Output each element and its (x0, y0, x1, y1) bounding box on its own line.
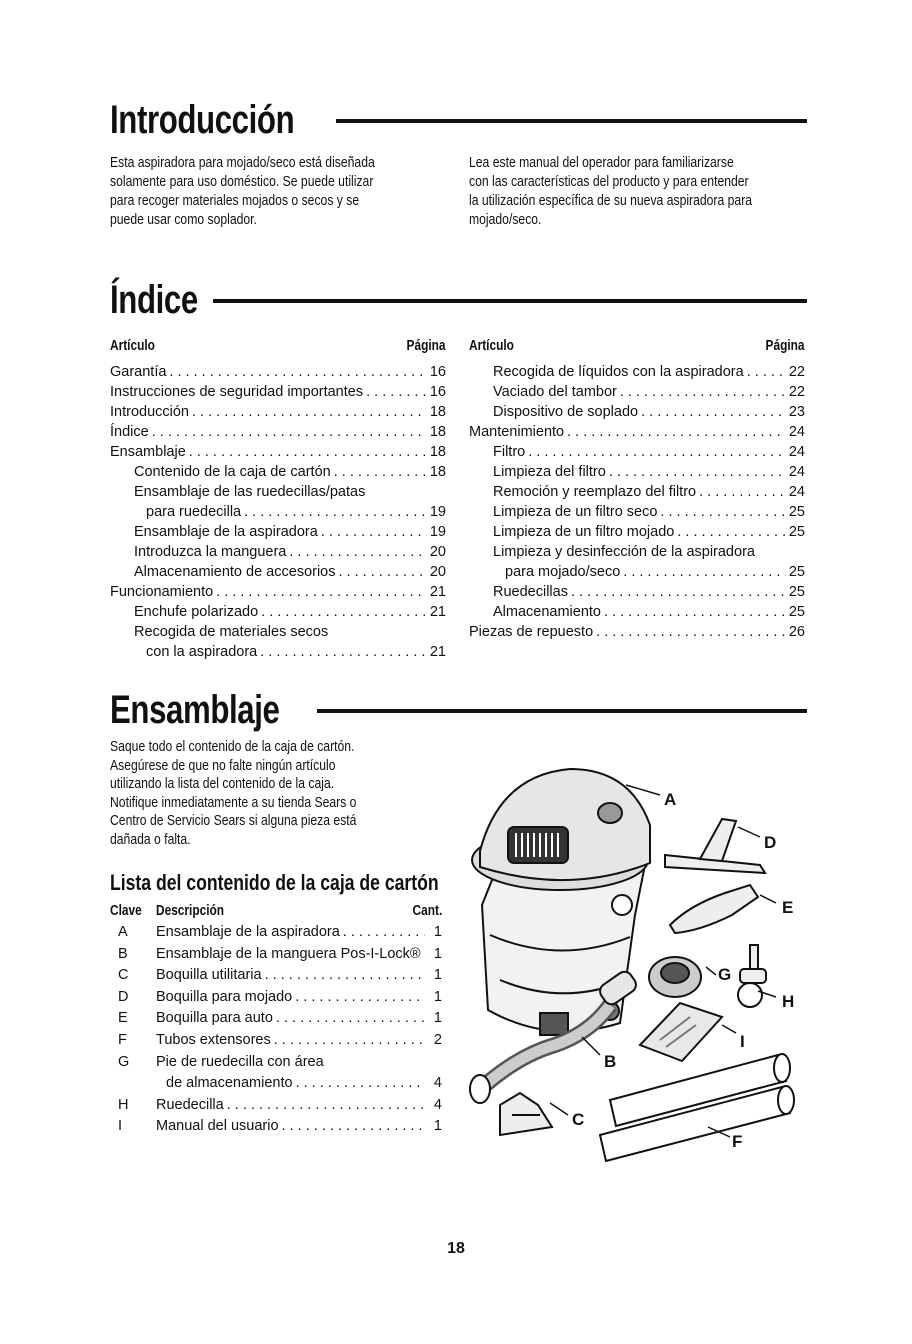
heading-rule (213, 299, 807, 303)
toc-entry-page: 24 (788, 464, 805, 480)
toc-col-page: Página (766, 338, 805, 354)
part-key: B (118, 945, 128, 962)
toc-entry-page: 19 (429, 524, 446, 540)
toc-entry-page: 22 (788, 364, 805, 380)
dot-leader (265, 965, 425, 987)
toc-entry (110, 402, 446, 422)
part-description-cell (156, 1116, 428, 1138)
toc-entry-page: 23 (788, 404, 805, 420)
part-quantity: 4 (433, 1075, 442, 1092)
part-quantity (428, 1052, 442, 1074)
toc-entry (469, 482, 805, 502)
toc-entry-page: 16 (429, 364, 446, 380)
part-description: Boquilla utilitaria (156, 967, 262, 984)
part-description-cell (156, 922, 428, 944)
dot-leader (660, 502, 785, 522)
toc-entry-label: Garantía (110, 364, 167, 380)
heading-rule (317, 709, 807, 713)
toc-entry (469, 562, 805, 582)
part-description-cell (156, 987, 428, 1009)
dot-leader (609, 462, 786, 482)
text-line: Esta aspiradora para mojado/seco está diseñada (110, 155, 375, 171)
toc-entry (469, 542, 805, 562)
callout-label-f: F (732, 1132, 743, 1151)
toc-entry (469, 522, 805, 542)
toc-entry-label: Ensamblaje (110, 444, 186, 460)
intro-title: Introducción (110, 98, 295, 142)
toc-entry-label: Remoción y reemplazo del filtro (493, 484, 697, 500)
toc-entry (110, 442, 446, 462)
toc-left-list (110, 362, 446, 662)
toc-entry-label: Índice (110, 424, 149, 440)
toc-entry-label: Limpieza de un filtro seco (493, 504, 658, 520)
text-line: dañada o falta. (110, 831, 191, 848)
part-quantity: 4 (433, 1096, 442, 1113)
toc-entry-page: 18 (429, 404, 446, 420)
toc-entry-page: 25 (788, 504, 805, 520)
toc-entry (110, 502, 446, 522)
toc-right-list (469, 362, 805, 642)
dot-leader (571, 582, 786, 602)
part-row (110, 1008, 442, 1030)
text-line: la utilización específica de su nueva aspiradora para (469, 193, 753, 209)
toc-entry (469, 382, 805, 402)
part-quantity: 1 (433, 988, 442, 1005)
toc-entry-label: para mojado/seco (505, 564, 621, 580)
text-line: utilizando la lista del contenido de la caja. (110, 776, 335, 792)
toc-entry (469, 362, 805, 382)
toc-entry-page: 22 (788, 384, 805, 400)
dot-leader (334, 462, 427, 482)
intro-left-paragraph (110, 154, 450, 230)
dot-leader (641, 402, 786, 422)
part-description-cell (156, 1073, 428, 1095)
dot-leader (296, 1073, 425, 1095)
part-row (110, 987, 442, 1009)
assembly-heading (110, 688, 807, 733)
toc-entry (110, 642, 446, 662)
toc-entry (110, 522, 446, 542)
toc-entry-page: 24 (788, 484, 805, 500)
toc-entry-label: Ruedecillas (493, 584, 568, 600)
dot-leader (327, 1052, 425, 1074)
dot-leader (620, 382, 786, 402)
dot-leader (321, 522, 427, 542)
utility-nozzle-drawing (500, 1093, 552, 1135)
part-key: C (118, 967, 129, 984)
user-manual-drawing (640, 1003, 722, 1061)
toc-entry (110, 542, 446, 562)
toc-entry-label: Dispositivo de soplado (493, 404, 639, 420)
toc-entry-label: Introduzca la manguera (134, 544, 287, 560)
dot-leader (261, 602, 427, 622)
dot-leader (274, 1030, 425, 1052)
toc-entry (469, 442, 805, 462)
toc-entry (110, 582, 446, 602)
part-quantity: 1 (433, 945, 442, 962)
toc-right-column (469, 334, 805, 642)
toc-entry-label: Limpieza y desinfección de la aspiradora (493, 544, 755, 560)
dot-leader (227, 1095, 425, 1117)
toc-entry (110, 482, 446, 502)
extension-tubes-drawing (600, 1054, 794, 1161)
toc-entry-page: 20 (429, 564, 446, 580)
caster-drawing (738, 945, 766, 1007)
callout-label-c: C (572, 1110, 585, 1129)
intro-heading (110, 98, 807, 143)
part-row (110, 1095, 442, 1117)
toc-entry-page: 25 (788, 564, 805, 580)
callout-label-e: E (782, 898, 794, 917)
text-line: Centro de Servicio Sears si alguna pieza está (110, 813, 357, 829)
text-line: solamente para uso doméstico. Se puede utilizar (110, 174, 374, 190)
toc-entry-label: Instrucciones de seguridad importantes (110, 384, 364, 400)
toc-col-article: Artículo (469, 338, 514, 354)
toc-entry-label: Recogida de materiales secos (134, 624, 329, 640)
toc-entry-page: 21 (429, 604, 446, 620)
callout-label-a: A (664, 790, 677, 809)
part-description: Pie de ruedecilla con área (156, 1053, 324, 1070)
part-quantity: 1 (433, 924, 442, 940)
part-row (110, 1030, 442, 1052)
part-quantity: 1 (433, 1118, 442, 1135)
text-line: puede usar como soplador. (110, 212, 257, 228)
dot-leader (366, 382, 427, 402)
toc-header (110, 334, 446, 358)
dot-leader (747, 362, 786, 382)
toc-entry-label: Ensamblaje de las ruedecillas/patas (134, 484, 366, 500)
callout-label-h: H (782, 992, 795, 1011)
contents-list (110, 900, 442, 1138)
dot-leader (339, 562, 427, 582)
part-row (110, 1052, 442, 1074)
dot-leader (604, 602, 786, 622)
dot-leader (152, 422, 427, 442)
toc-entry-page: 18 (429, 424, 446, 440)
part-row (110, 1073, 442, 1095)
toc-entry-label: Almacenamiento (493, 604, 601, 620)
part-key: H (118, 1096, 129, 1113)
toc-entry (469, 402, 805, 422)
toc-entry-label: Limpieza de un filtro mojado (493, 524, 675, 540)
dot-leader (699, 482, 786, 502)
dot-leader (289, 542, 427, 562)
part-description-cell (156, 1030, 428, 1052)
caster-foot-drawing (649, 957, 701, 997)
toc-entry-label: Introducción (110, 404, 189, 420)
dot-leader (282, 1116, 425, 1138)
col-quantity: Cant. (412, 903, 442, 919)
part-row (110, 944, 442, 966)
callout-label-b: B (604, 1052, 617, 1071)
toc-entry (469, 582, 805, 602)
toc-left-column (110, 334, 446, 662)
dot-leader (623, 562, 786, 582)
toc-entry-label: Piezas de repuesto (469, 624, 594, 640)
dot-leader (567, 422, 786, 442)
part-description: Manual del usuario (156, 1118, 279, 1135)
assembly-paragraph (110, 738, 450, 849)
part-description-cell (156, 1095, 428, 1117)
part-key: D (118, 988, 129, 1005)
part-description-cell (156, 1052, 428, 1074)
toc-entry-page: 26 (788, 624, 805, 640)
part-description: de almacenamiento (166, 1075, 293, 1092)
col-key: Clave (110, 903, 142, 919)
part-key: A (118, 924, 128, 940)
text-line: para recoger materiales mojados o secos y se (110, 193, 360, 209)
parts-illustration (460, 755, 805, 1165)
toc-entry-label: Enchufe polarizado (134, 604, 259, 620)
part-key (110, 1073, 156, 1095)
dot-leader (343, 922, 425, 944)
toc-entry-page: 21 (429, 644, 446, 660)
part-key: F (118, 1031, 127, 1048)
dot-leader (295, 987, 425, 1009)
callout-label-d: D (764, 833, 777, 852)
intro-right-paragraph (469, 154, 809, 230)
toc-entry-page: 25 (788, 604, 805, 620)
toc-entry-label: Limpieza del filtro (493, 464, 606, 480)
callout-label-i: I (740, 1032, 745, 1051)
dot-leader (169, 362, 426, 382)
assembly-title: Ensamblaje (110, 688, 280, 732)
toc-entry-page: 18 (429, 464, 446, 480)
toc-entry-page: 18 (429, 444, 446, 460)
toc-entry (469, 502, 805, 522)
toc-entry-label: Vaciado del tambor (493, 384, 617, 400)
toc-entry (110, 382, 446, 402)
toc-entry (469, 422, 805, 442)
part-quantity: 2 (433, 1031, 442, 1048)
toc-entry-label: con la aspiradora (146, 644, 258, 660)
toc-entry-page: 16 (429, 384, 446, 400)
dot-leader (189, 442, 427, 462)
toc-entry-label: Ensamblaje de la aspiradora (134, 524, 318, 540)
part-description: Tubos extensores (156, 1031, 271, 1048)
part-description: Ensamblaje de la aspiradora (156, 924, 340, 940)
dot-leader (260, 642, 427, 662)
dot-leader (216, 582, 427, 602)
toc-entry-label: para ruedecilla (146, 504, 242, 520)
contents-list-title: Lista del contenido de la caja de cartón (110, 870, 439, 895)
part-row (110, 922, 442, 944)
dot-leader (596, 622, 786, 642)
part-key: G (118, 1053, 130, 1070)
text-line: Lea este manual del operador para familiarizarse (469, 155, 734, 171)
part-description: Boquilla para mojado (156, 988, 293, 1005)
toc-header (469, 334, 805, 358)
toc-entry-page: 25 (788, 584, 805, 600)
toc-entry (469, 622, 805, 642)
index-title: Índice (110, 278, 198, 322)
text-line: Saque todo el contenido de la caja de cartón. (110, 739, 355, 755)
toc-entry-page: 19 (429, 504, 446, 520)
part-description-cell (156, 944, 428, 966)
toc-entry (469, 602, 805, 622)
dot-leader (192, 402, 427, 422)
toc-entry-page: 20 (429, 544, 446, 560)
heading-rule (336, 119, 807, 123)
toc-entry-label: Funcionamiento (110, 584, 214, 600)
callout-label-g: G (718, 965, 732, 984)
text-line: Notifique inmediatamente a su tienda Sears o (110, 794, 357, 811)
toc-entry-page: 24 (788, 424, 805, 440)
part-quantity: 1 (433, 967, 442, 984)
toc-entry (110, 422, 446, 442)
part-key: I (118, 1118, 123, 1135)
toc-entry-page: 24 (788, 444, 805, 460)
parts-rows (110, 922, 442, 1138)
car-nozzle-drawing (670, 885, 758, 933)
toc-entry (110, 362, 446, 382)
text-line: Asegúrese de que no falte ningún artículo (110, 757, 336, 774)
toc-col-page: Página (407, 338, 446, 354)
dot-leader (677, 522, 786, 542)
toc-entry-label: Almacenamiento de accesorios (134, 564, 336, 580)
text-line: mojado/seco. (469, 212, 542, 228)
index-heading (110, 278, 807, 323)
toc-entry-label: Mantenimiento (469, 424, 565, 440)
text-line: con las características del producto y para entender (469, 174, 749, 190)
part-description: Ensamblaje de la manguera Pos-I-Lock® (156, 945, 421, 962)
page-number: 18 (447, 1240, 465, 1257)
toc-entry-page: 21 (429, 584, 446, 600)
toc-entry-label: Contenido de la caja de cartón (134, 464, 331, 480)
part-quantity: 1 (433, 1010, 442, 1027)
contents-list-header (110, 900, 442, 922)
part-row (110, 965, 442, 987)
part-key: E (118, 1010, 128, 1027)
dot-leader (244, 502, 427, 522)
toc-entry (110, 602, 446, 622)
toc-entry (110, 462, 446, 482)
part-row (110, 1116, 442, 1138)
col-description: Descripción (156, 903, 225, 919)
toc-entry-page: 25 (788, 524, 805, 540)
toc-entry (110, 622, 446, 642)
wet-nozzle-drawing (665, 819, 765, 873)
toc-entry-label: Recogida de líquidos con la aspiradora (493, 364, 744, 380)
part-description: Boquilla para auto (156, 1010, 273, 1027)
toc-entry (110, 562, 446, 582)
part-description: Ruedecilla (156, 1096, 224, 1113)
dot-leader (276, 1008, 425, 1030)
part-description-cell (156, 965, 428, 987)
toc-entry (469, 462, 805, 482)
dot-leader (424, 944, 425, 966)
dot-leader (528, 442, 786, 462)
toc-entry-label: Filtro (493, 444, 526, 460)
part-description-cell (156, 1008, 428, 1030)
toc-col-article: Artículo (110, 338, 155, 354)
